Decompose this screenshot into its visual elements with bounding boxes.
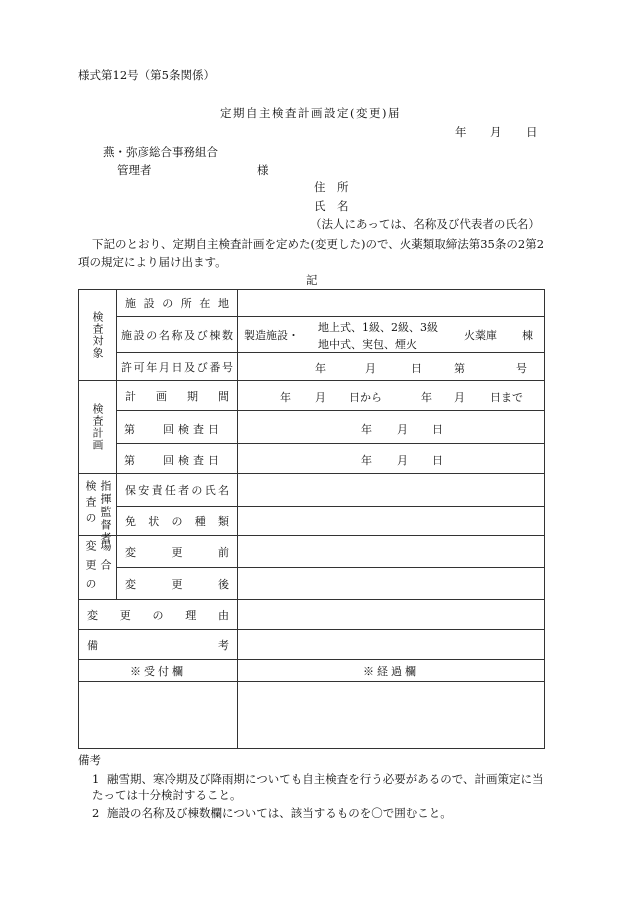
inspection-2-day-unit: 日	[432, 454, 443, 467]
permit-month-unit: 月	[365, 362, 376, 375]
receipt-area[interactable]	[79, 682, 238, 749]
ki-label: 記	[306, 273, 318, 287]
building-count-unit: 棟	[522, 329, 533, 342]
period-end-year-unit: 年	[421, 391, 432, 404]
safety-officer-label: 保安責任者の氏名	[125, 484, 229, 497]
remarks-label: 備考	[87, 638, 229, 652]
addressee-role: 管理者	[117, 163, 152, 177]
progress-header: ※経過欄	[238, 660, 545, 682]
facility-type-options-1: 地上式、1級、2級、3級	[318, 321, 438, 334]
permit-date-label-cell	[117, 353, 238, 381]
facility-location-label: 施設の所在地	[125, 297, 229, 310]
address-label: 住 所	[314, 180, 349, 194]
license-type-label-cell	[117, 507, 238, 536]
group-inspection-plan	[79, 381, 117, 474]
inspection-date-2-label: 回検査日	[163, 454, 223, 467]
permit-number-prefix: 第	[454, 362, 465, 375]
safety-officer-value[interactable]	[238, 474, 545, 507]
permit-date-value[interactable]	[238, 353, 545, 381]
inspection-2-year-unit: 年	[361, 454, 372, 467]
change-reason-value[interactable]	[238, 600, 545, 630]
inspection-date-2-value[interactable]	[238, 444, 545, 474]
manufacturing-facility-option: 製造施設・	[244, 329, 299, 342]
change-reason-label-cell	[79, 600, 238, 630]
name-note: （法人にあっては、名称及び代表者の氏名）	[310, 217, 540, 231]
form-number: 様式第12号（第5条関係）	[78, 68, 215, 82]
period-start-month-unit: 月	[315, 391, 326, 404]
facility-name-label-cell	[117, 317, 238, 353]
group-change	[79, 536, 117, 600]
date-year-label: 年	[455, 125, 467, 139]
group-supervisor	[79, 474, 117, 545]
body-text-line2: 項の規定により届け出ます。	[78, 255, 227, 269]
safety-officer-label-cell	[117, 474, 238, 507]
notes-title: 備考	[78, 753, 101, 767]
body-text-line1: 下記のとおり、定期自主検査計画を定めた(変更した)ので、火薬類取締法第35条の2第2	[92, 237, 545, 251]
group-inspection-plan-label: 検査計画	[91, 403, 104, 451]
note-1-line2: たっては十分検討すること。	[92, 788, 242, 802]
license-type-value[interactable]	[238, 507, 545, 536]
note-2-number: 2	[92, 806, 100, 820]
inspection-date-1-value[interactable]	[238, 411, 545, 444]
period-end-day-until: 日まで	[490, 391, 523, 404]
inspection-date-1-prefix: 第	[124, 423, 135, 436]
note-1-line1: 融雪期、寒冷期及び降雨期についても自主検査を行う必要があるので、計画策定に当	[107, 772, 544, 786]
facility-location-value[interactable]	[238, 290, 545, 317]
group-supervisor-label-col2: 指揮監督者	[99, 480, 112, 545]
inspection-date-1-label-cell	[117, 411, 238, 444]
permit-day-unit: 日	[411, 362, 422, 375]
date-day-label: 日	[526, 125, 538, 139]
note-1-number: 1	[92, 772, 100, 786]
inspection-date-2-label-cell	[117, 444, 238, 474]
inspection-1-year-unit: 年	[361, 423, 372, 436]
inspection-date-2-prefix: 第	[124, 454, 135, 467]
period-end-month-unit: 月	[454, 391, 465, 404]
before-change-value[interactable]	[238, 536, 545, 568]
change-reason-label: 変更の理由	[87, 608, 229, 622]
receipt-header: ※受付欄	[79, 660, 238, 682]
inspection-date-1-label: 回検査日	[163, 423, 223, 436]
plan-period-value[interactable]	[238, 381, 545, 411]
group-change-label-col2: 場合	[99, 540, 112, 578]
magazine-option: 火薬庫	[464, 329, 497, 342]
before-change-label: 変更前	[125, 545, 229, 559]
permit-number-suffix: 号	[516, 362, 527, 375]
date-month-label: 月	[490, 125, 502, 139]
remarks-label-cell	[79, 630, 238, 660]
addressee-org: 燕・弥彦総合事務組合	[103, 145, 218, 159]
plan-period-label: 計画期間	[125, 389, 229, 403]
permit-date-label: 許可年月日及び番号	[121, 360, 233, 374]
note-2-line1: 施設の名称及び棟数欄については、該当するものを〇で囲むこと。	[107, 806, 452, 820]
period-start-year-unit: 年	[280, 391, 291, 404]
group-supervisor-label-col1: 検査の	[84, 480, 97, 528]
addressee-suffix: 様	[257, 163, 269, 177]
group-inspection-target-label: 検査対象	[91, 311, 104, 359]
facility-name-label: 施設の名称及び棟数	[121, 328, 233, 342]
after-change-label: 変更後	[125, 577, 229, 591]
inspection-2-month-unit: 月	[397, 454, 408, 467]
name-label: 氏 名	[314, 199, 349, 213]
plan-period-label-cell	[117, 381, 238, 411]
inspection-1-day-unit: 日	[432, 423, 443, 436]
facility-name-value[interactable]	[238, 317, 545, 353]
after-change-value[interactable]	[238, 568, 545, 600]
page-title: 定期自主検査計画設定(変更)届	[220, 106, 401, 120]
after-change-label-cell	[117, 568, 238, 600]
facility-type-options-2: 地中式、実包、煙火	[318, 338, 417, 351]
facility-location-label-cell	[117, 290, 238, 317]
form-table	[78, 289, 545, 749]
period-start-day-from: 日から	[349, 391, 382, 404]
permit-year-unit: 年	[315, 362, 326, 375]
group-change-label-col1: 変更の	[84, 540, 97, 597]
license-type-label: 免状の種類	[125, 515, 229, 528]
progress-area[interactable]	[238, 682, 545, 749]
remarks-value[interactable]	[238, 630, 545, 660]
group-inspection-target	[79, 290, 117, 381]
before-change-label-cell	[117, 536, 238, 568]
inspection-1-month-unit: 月	[397, 423, 408, 436]
